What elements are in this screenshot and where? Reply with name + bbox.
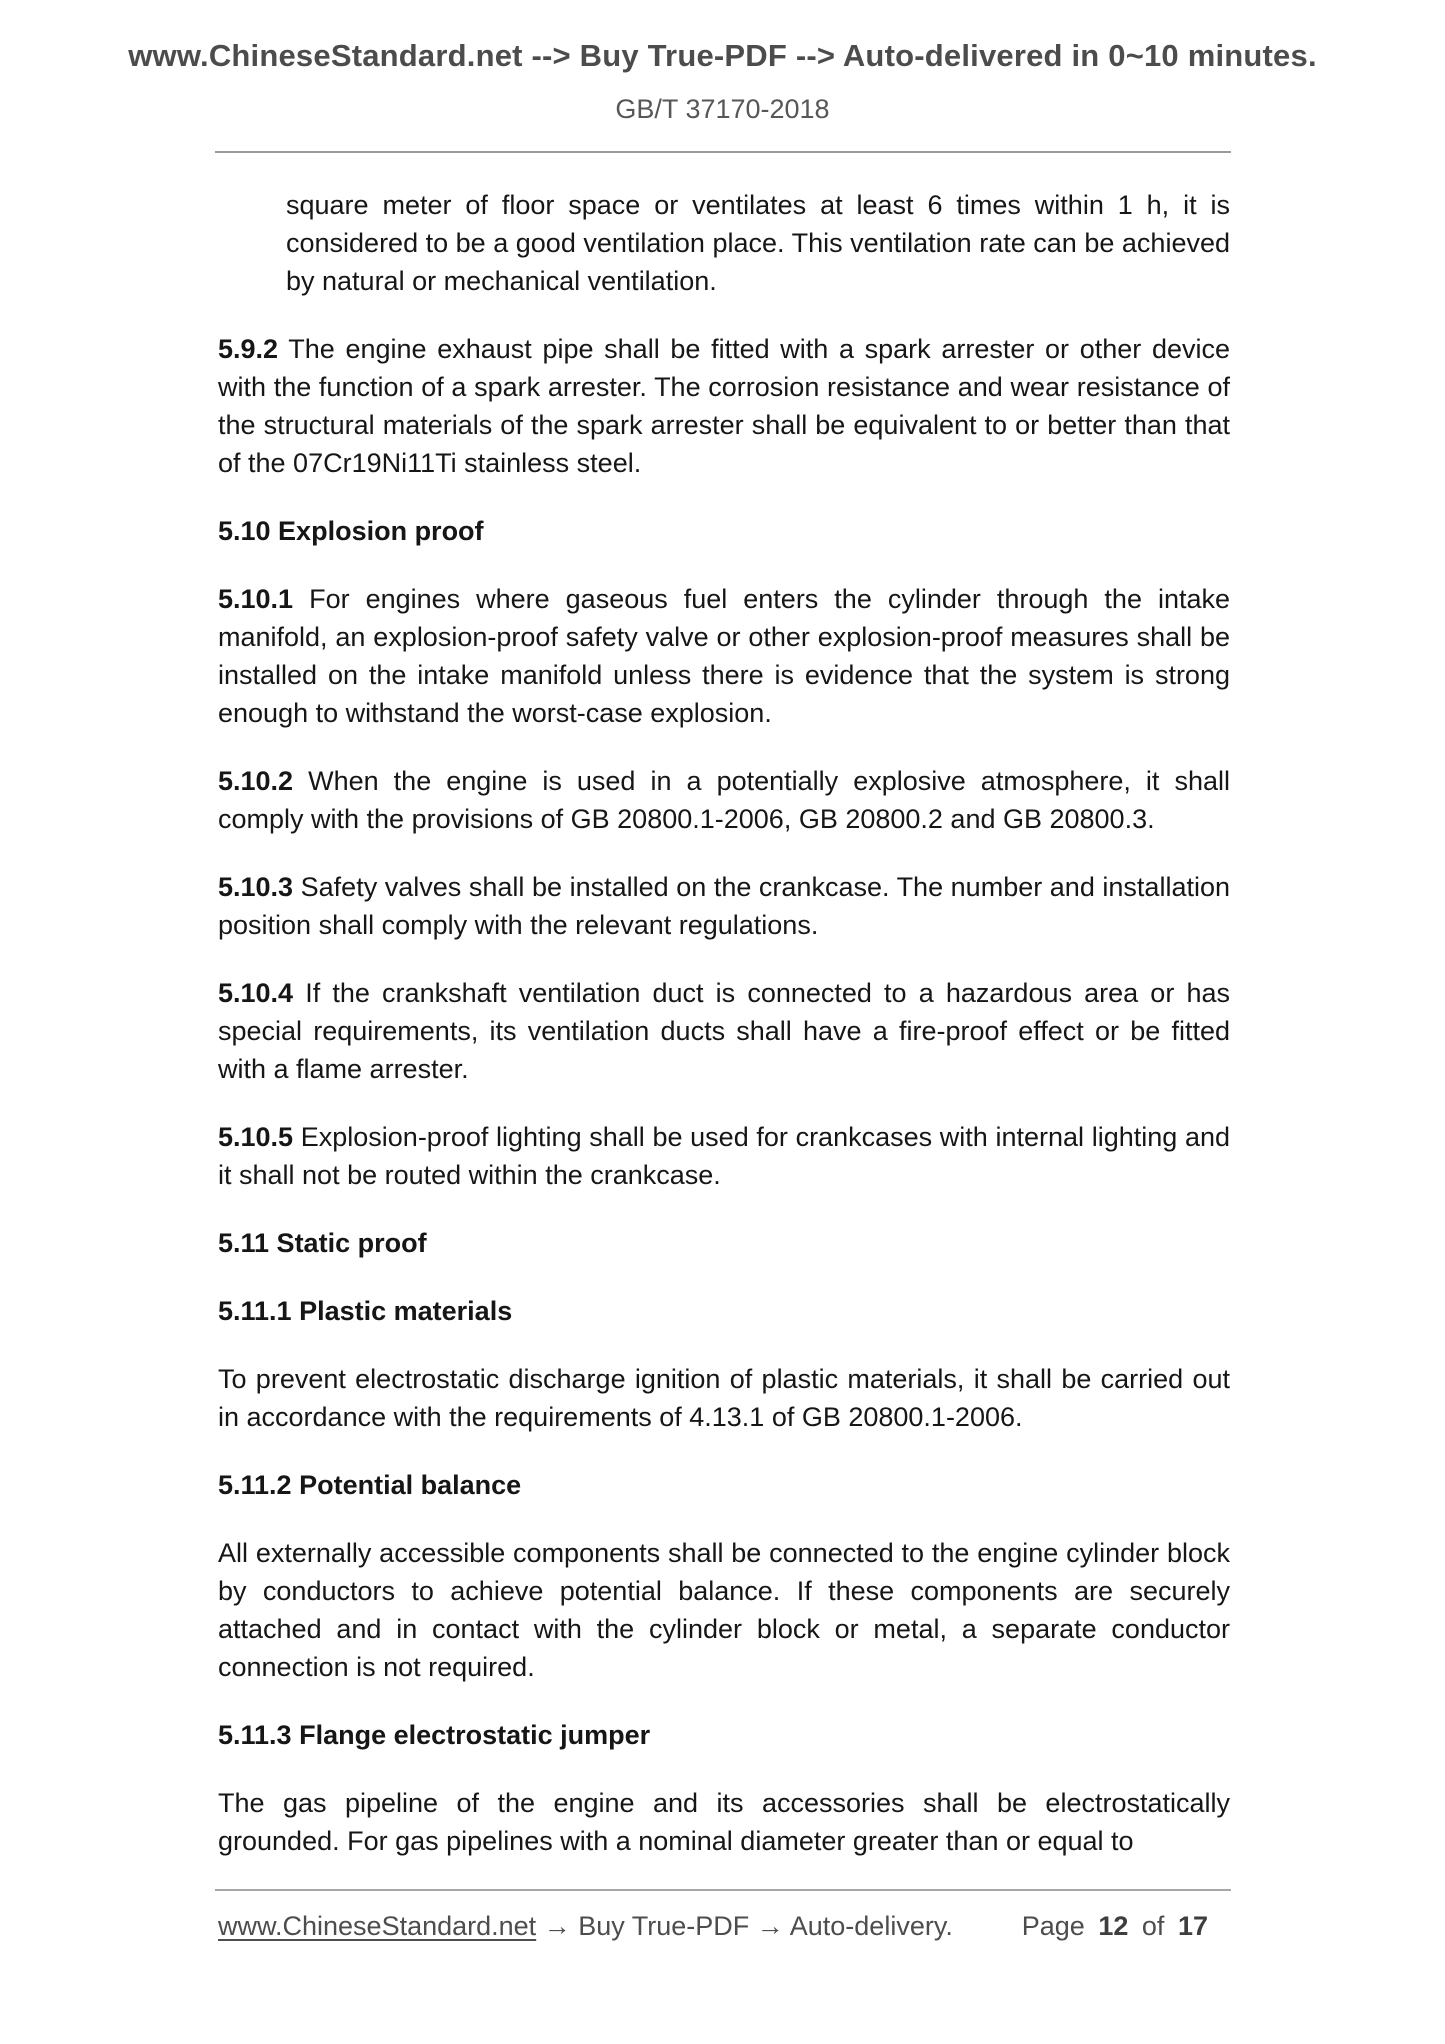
clause-number: 5.9.2 — [218, 334, 279, 364]
page-footer — [218, 1911, 1230, 1942]
footer-tagline-text: → Buy True-PDF → Auto-delivery. — [543, 1911, 953, 1941]
page-label: Page — [1021, 1911, 1085, 1941]
clause-number: 5.10.3 — [218, 872, 294, 902]
footer-tagline — [218, 1911, 953, 1942]
body-paragraph: 5.10.3 Safety valves shall be installed on the crankcase. The number and installation position shall comply with the relevant regulations. — [218, 872, 1230, 940]
page-total: 17 — [1177, 1911, 1208, 1941]
continuation-paragraph: square meter of floor space or ventilates at least 6 times within 1 h, it is considered to be a good ventilation place. This ventilation rate can be achieved by natural or mechanical ventilation. — [286, 190, 1230, 296]
footer-divider — [215, 1889, 1231, 1891]
body-paragraph: To prevent electrostatic discharge ignition of plastic materials, it shall be carried out in accordance with the requirements of 4.13.1 of GB 20800.1-2006. — [218, 1364, 1230, 1432]
of-label: of — [1141, 1911, 1165, 1941]
clause-number: 5.10.4 — [218, 978, 294, 1008]
body-paragraph: 5.10.2 When the engine is used in a potentially explosive atmosphere, it shall comply with the provisions of GB 20800.1-2006, GB 20800.2 and GB 20800.3. — [218, 766, 1230, 834]
page-content — [218, 156, 1230, 1890]
section-heading: 5.11.1 Plastic materials — [218, 1296, 513, 1326]
page-current: 12 — [1098, 1911, 1129, 1941]
clause-number: 5.10.2 — [218, 766, 294, 796]
page-indicator — [1022, 1911, 1208, 1942]
header-banner: www.ChineseStandard.net --> Buy True-PDF --> Auto-delivered in 0~10 minutes. — [128, 38, 1317, 73]
header-divider — [215, 151, 1231, 153]
body-paragraph: All externally accessible components shall be connected to the engine cylinder block by conductors to achieve potential balance. If these components are securely attached and in contact with the cylinder block or metal, a separate conductor connection is not required. — [218, 1538, 1230, 1682]
body-paragraph: 5.10.4 If the crankshaft ventilation duct is connected to a hazardous area or has special requirements, its ventilation ducts shall have a fire-proof effect or be fitted with a flame arrester. — [218, 978, 1230, 1084]
body-paragraph: 5.9.2 The engine exhaust pipe shall be fitted with a spark arrester or other device with the function of a spark arrester. The corrosion resistance and wear resistance of the structural materials of the spark arrester shall be equivalent to or better than that of the 07Cr19Ni11Ti stainless steel. — [218, 334, 1230, 478]
body-paragraph: 5.10.1 For engines where gaseous fuel enters the cylinder through the intake manifold, an explosion-proof safety valve or other explosion-proof measures shall be installed on the intake manifold unless there is evidence that the system is strong enough to withstand the worst-case explosion. — [218, 584, 1230, 728]
document-number: GB/T 37170-2018 — [615, 94, 830, 124]
section-heading: 5.11.3 Flange electrostatic jumper — [218, 1720, 651, 1750]
section-heading: 5.10 Explosion proof — [218, 516, 484, 546]
body-paragraph: The gas pipeline of the engine and its accessories shall be electrostatically grounded. For gas pipelines with a nominal diameter greater than or equal to — [218, 1788, 1230, 1856]
clause-number: 5.10.5 — [218, 1122, 294, 1152]
body-paragraph: 5.10.5 Explosion-proof lighting shall be used for crankcases with internal lighting and it shall not be routed within the crankcase. — [218, 1122, 1230, 1190]
footer-site-link[interactable]: www.ChineseStandard.net — [218, 1911, 537, 1941]
clause-number: 5.10.1 — [218, 584, 294, 614]
section-heading: 5.11 Static proof — [218, 1228, 427, 1258]
section-heading: 5.11.2 Potential balance — [218, 1470, 522, 1500]
